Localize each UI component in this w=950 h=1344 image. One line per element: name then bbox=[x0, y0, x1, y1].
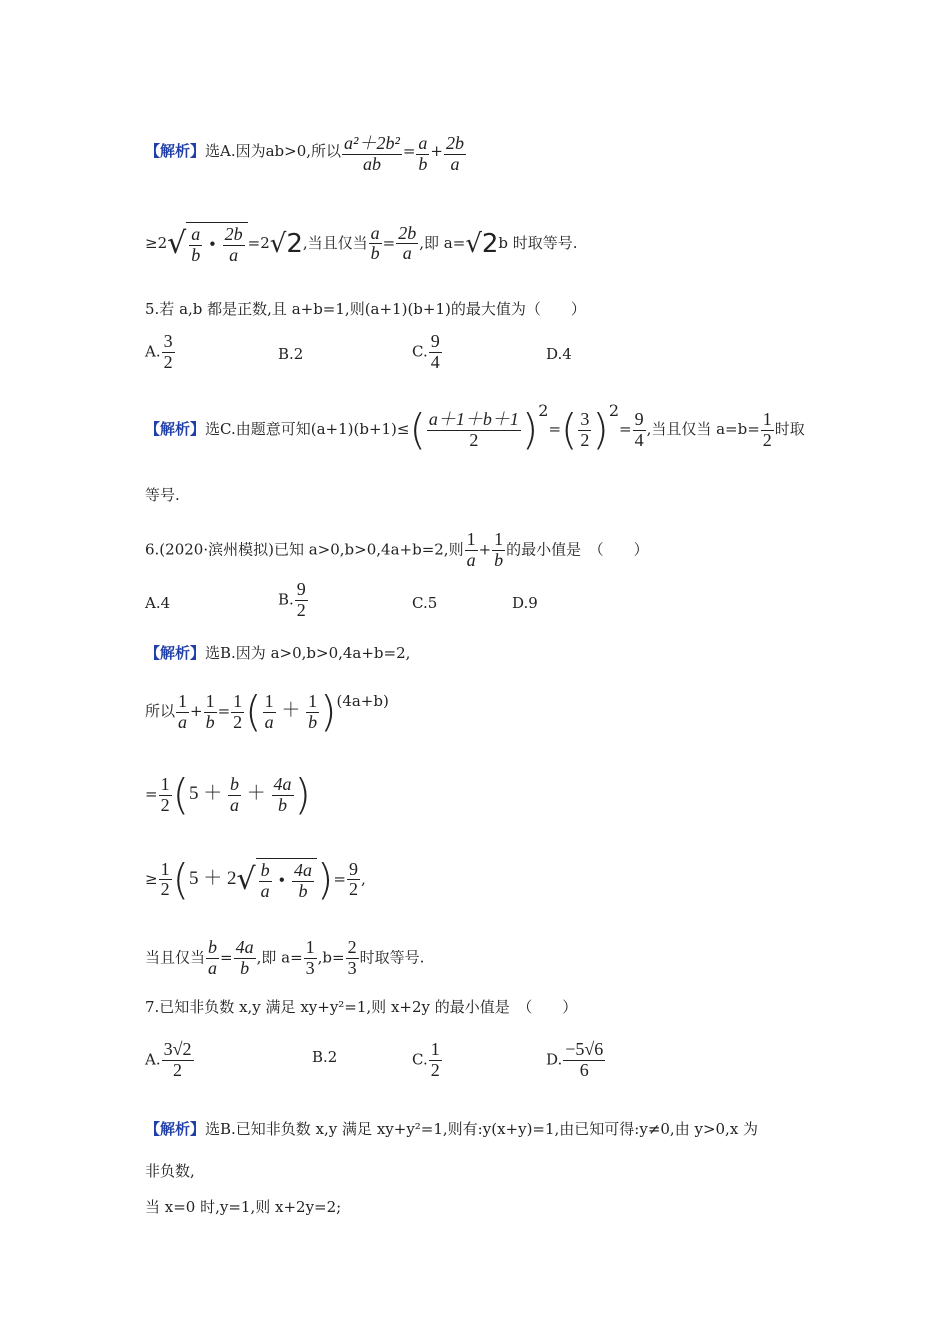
q4-sol-end: b 时取等号. bbox=[498, 233, 578, 252]
q7-solution-line2: 非负数, bbox=[145, 1162, 195, 1180]
q7-stem: 7.已知非负数 x,y 满足 xy+y²=1,则 x+2y 的最小值是 （ ） bbox=[145, 998, 578, 1016]
q5-sol-text1: 选C.由题意可知(a+1)(b+1)≤ bbox=[205, 420, 410, 438]
q6-solution-line2: 所以 $\frac{1}{a}$ + $\frac{1}{b}$ = $\frac{1}{2}$ ( $\frac{1}{a}$ ＋ $\frac{1}{b}$ )(4a+b) bbox=[145, 687, 389, 736]
q7-option-c: C. $\frac{1}{2}$ bbox=[412, 1039, 440, 1080]
q7-option-a: A. $\frac{3√2}{2}$ bbox=[145, 1039, 192, 1080]
q6-option-b: B. $\frac{9}{2}$ bbox=[278, 579, 306, 620]
q6-solution-line1: 【解析】选B.因为 a>0,b>0,4a+b=2, bbox=[145, 644, 411, 662]
q4-sol-mid: 当且仅当 bbox=[307, 233, 368, 252]
q6-solution-line3: = $\frac{1}{2}$ (5 ＋ $\frac{b}{a}$ ＋ $\frac{4a}{b}$ ) bbox=[145, 770, 311, 819]
q6-stem: 6.(2020·滨州模拟)已知 a>0,b>0,4a+b=2,则 $\frac{1}{a}$ + $\frac{1}{b}$ 的最小值是 （ ） bbox=[145, 529, 649, 570]
q5-solution-end: 等号. bbox=[145, 486, 180, 504]
q5-stem: 5.若 a,b 都是正数,且 a+b=1,则(a+1)(b+1)的最大值为（ ） bbox=[145, 300, 586, 318]
q6-option-d: D.9 bbox=[512, 594, 538, 612]
q4-sol-text: 选A.因为ab>0,所以 bbox=[205, 141, 342, 160]
sqrt2-b: √2 bbox=[465, 228, 499, 259]
q5-option-b: B.2 bbox=[278, 345, 304, 363]
frac-1-over-b: $\frac{1}{b}$ bbox=[494, 529, 504, 570]
q4-sol-mid2: ,即 a= bbox=[419, 233, 466, 252]
q5-option-a: A. $\frac{3}{2}$ bbox=[145, 331, 173, 372]
q7-solution-line1: 【解析】选B.已知非负数 x,y 满足 xy+y²=1,则有:y(x+y)=1,由已知可得:y≠0,由 y>0,x 为 bbox=[145, 1120, 759, 1138]
q5-sol-text3: 时取 bbox=[774, 420, 805, 438]
analysis-tag: 【解析】 bbox=[145, 420, 206, 438]
q7-option-d: D. $\frac{-5√6}{6}$ bbox=[546, 1039, 604, 1080]
q7-option-b: B.2 bbox=[312, 1048, 338, 1066]
q6-solution-line5: 当且仅当 $\frac{b}{a}$ = $\frac{4a}{b}$ ,即 a= $\frac{1}{3}$ ,b= $\frac{2}{3}$ 时取等号. bbox=[145, 937, 425, 978]
q4-solution-line2: ≥2√ $\frac{a}{b}$ • $\frac{2b}{a}$ =2√2,当且仅当 $\frac{a}{b}$ = $\frac{2b}{a}$ ,即 a=√2b 时取等号. bbox=[145, 222, 578, 265]
q5-option-d: D.4 bbox=[546, 345, 572, 363]
sqrt-product: √ $\frac{a}{b}$ • $\frac{2b}{a}$ bbox=[167, 222, 248, 266]
q5-solution: 【解析】选C.由题意可知(a+1)(b+1)≤( $\frac{a+1+b+1}{2}$ )$^2$=( $\frac{3}{2}$ )$^2$= $\frac{9}{4}$ ,当且仅当 a=b= $\frac{1}{2}$ 时取 bbox=[145, 401, 805, 454]
q6-option-a: A.4 bbox=[145, 594, 171, 612]
q4-ge-2: ≥2 bbox=[145, 233, 168, 252]
q5-sol-text2: ,当且仅当 a=b= bbox=[646, 420, 760, 438]
analysis-tag: 【解析】 bbox=[145, 644, 206, 662]
frac-2b-over-a: $\frac{2b}{a}$ bbox=[446, 133, 464, 174]
q6-option-c: C.5 bbox=[412, 594, 438, 612]
frac-a-over-b: $\frac{a}{b}$ bbox=[418, 133, 428, 174]
frac-a2-2b2-over-ab: $\frac{\text{a²＋2b²}}{ab}$ bbox=[344, 133, 400, 174]
q7-solution-line3: 当 x=0 时,y=1,则 x+2y=2; bbox=[145, 1198, 342, 1216]
sqrt2: √2 bbox=[269, 228, 303, 259]
frac-sum-over-2: $\frac{a+1+b+1}{2}$ bbox=[428, 408, 519, 450]
analysis-tag: 【解析】 bbox=[145, 141, 206, 160]
frac-a-over-b-2: $\frac{a}{b}$ bbox=[370, 222, 380, 264]
analysis-tag: 【解析】 bbox=[145, 1120, 206, 1138]
q5-option-c: C. $\frac{9}{4}$ bbox=[412, 331, 440, 372]
frac-1-over-a: $\frac{1}{a}$ bbox=[466, 529, 476, 570]
frac-2b-over-a-2: $\frac{2b}{a}$ bbox=[398, 222, 417, 264]
q6-solution-line4: ≥ $\frac{1}{2}$ (5 ＋ 2√ $\frac{b}{a}$ • $\frac{4a}{b}$ )= $\frac{9}{2}$ , bbox=[145, 854, 366, 904]
q4-solution-line1: 【解析】选A.因为ab>0,所以 $\frac{\text{a²＋2b²}}{ab}$ = $\frac{a}{b}$ + $\frac{2b}{a}$ bbox=[145, 133, 464, 174]
